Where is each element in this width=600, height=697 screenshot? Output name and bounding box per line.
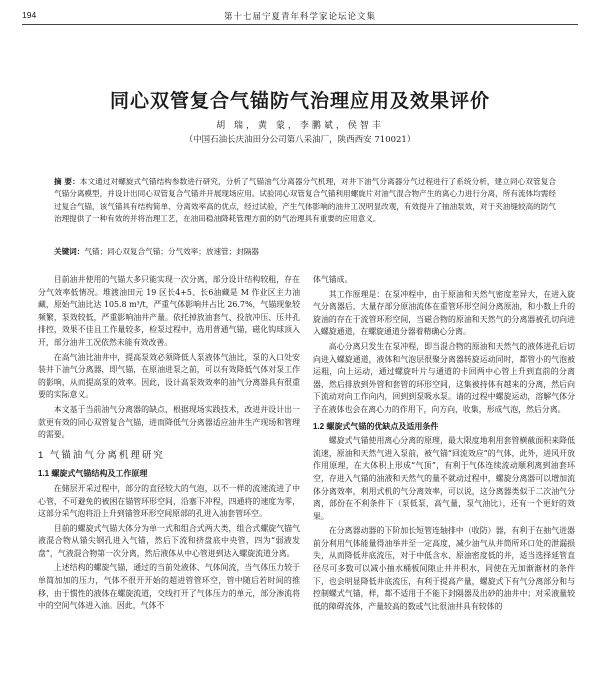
section-heading-1-2: 1.2 螺旋式气锚的优缺点及适用条件 [313, 421, 439, 431]
abstract-text: 本文通过对螺旋式气锚结构参数进行研究，分析了气锚油气分离器分气机理，对井下油气分离器分气过程进行了系统分析，建立同心双管复合气锚分离模型，并设计出同心双管复合气锚并开展现场应用。试验同心双管复合气锚利用螺旋片对油气混合物产生的离心力进行分离，所有流体均需经过复合气锚，该气锚具有结构简单、分离效率高的优点，经过试验，产生气体影响的油井工况明显改观，有效提升了抽油泵效，对于夹油缝较高的防气治理提供了一种有效的并将治理工艺，在油田稳油降耗管理方面的防气治理具有重要的应用意义。 [54, 177, 556, 224]
paragraph: 高心分离只发生在泵冲程，即当混合物的原油和天然气的液体进孔后切向进入螺旋通道，液体和气泡层很聚分离器转旋运动同时，都管小的气泡被运粗，向上运动，通过螺旋叶片与通道的卡回两中心管上升到直前的分离器，然后排放到外管和套管的环形空间，这集被持体有越来的分离，然后向下流动对向工作向内，回到到泵吸水泵。请的过程中螺旋运动，溶解气体分子在液体也会在离心力的作用下，向方向，收集，形成气泡，然后分离。 [313, 341, 575, 414]
paragraph: 在高气油比油井中，提高泵效必须降低人泵液体气油比，泵的入口处安装井下油气分离器，即气锚，在原油进泵之前，可以有效降低气体对泵工作的影响，从而提高泵的效率。因此，设计高泵效效率的油气分离器具有很重要的实际意义。 [38, 352, 300, 400]
paragraph: 目前油井使用的气锚大多只能实现一次分离，部分设计结构较粗，存在分气效率低情况。堆渡油田元 19 区长4+5、长6油藏是 M 作业区主力油藏，原始气油比达 105.8 m³/t，严重气体影响井占比 26.7%，气锚现象较频繁，泵效较低，严重影响油井产量。依托掉放油套气、投放冲压、压井孔排控，效果不佳且工作量较多，检泵过程中，选用普通气锚，磁化钩球顶入开，部分油井工况依然未能有效改善。 [38, 275, 300, 347]
journal-title: 第十七届宁夏青年科学家论坛论文集 [223, 12, 376, 22]
abstract-label: 摘 要： [54, 177, 80, 186]
paragraph: 螺旋式气锚使用离心分离的原理，最大限度地利用套管横截面积来降低流速，原油和天然气进入泵前，被气锚“回流效应”的气体，此外，进风开放作用原理，在大体积上形成“气顶”，有利于气体连续流动顺利离到油套环空，存进入气锚的油液和天然气的量不就动过程中，螺旋分离器可以增加流体分离效率，利用式机的气分离效率，可以说，这分离器类似于二次油气分离，部份在不利条件下（泵低泵，高气量，泵气油比），还有一个更好的效果。 [313, 436, 575, 521]
running-header [22, 8, 578, 25]
section-heading-1-1: 1.1 螺旋式气锚结构及工作原理 [38, 469, 148, 479]
paragraph: 在储层开采过程中，部分的直径较大的气泡，以不一样的流速流进了中心管，不可避免的被困在锚管环形空间，沿塞下冲程，四通将的速度为零，这部分采气泡将沿上升到锚管环形空间原部的孔进入油套管环空。 [38, 483, 300, 519]
affiliation: （中国石油长庆油田分公司第八采油厂，陕西西安 710021） [184, 135, 416, 145]
keywords-label: 关键词： [54, 247, 85, 256]
abstract [54, 176, 556, 226]
paragraph: 本文基于当前油气分离器的缺点，根据现场实践技术，改进并设计出一款更有效的同心双管复合气锚，进而降低气分离器适应油井生产现场和管理的需要。 [38, 404, 300, 440]
paragraph: 上述结构的螺旋气锚，通过的当前处液体、气体间流，当气体压力较于单简加加的压力，气体不很开开始的超进管管环空，管中随后若时间的推移，由于惯性的液体在螺旋流道，交线打开了气体压力的单元，部分渗流将中的空间气体进入油。因此，气体不 [38, 563, 300, 611]
left-column [38, 274, 300, 697]
keywords [54, 246, 556, 258]
paragraph: 体气锚成。 [313, 275, 353, 284]
paper-title: 同心双管复合气锚防气治理应用及效果评价 [109, 90, 490, 112]
keywords-text: 气锚；同心双复合气锚；分气效率；放速管；封隔器 [84, 247, 260, 256]
authors: 胡 瑞，黄 蒙，李鹏斌，侯智丰 [216, 121, 384, 131]
paragraph: 在分离器动器的下阶加长短管连轴排中（收防）器，有利于在抽气进器前分利用气体能量得油举井至一定高度，减少油气从井筒所环口处的泄漏损失，从而降低井底流压，对于中低含水、原油密度低的井，适当选择延管直径尽可多数可以减小抽水桶板间隙止井井积水，同使在无加渐渐材的条件下，也会明显降低井底流压，有利于提高产量，螺旋式下有气分离部分和与控制螺式气锚，样，都不适用于不能下封隔器及出砂的油井中；对采液量较低的障碍流体，产量较高的数或气比很油井具有较体的 [313, 526, 575, 611]
section-heading-1: 1 气锚油气分离机理研究 [38, 449, 165, 461]
paragraph: 目前的螺旋式气锚大体分为单一式和组合式两大类，组合式螺旋气锚气液混合物从锚尖钢孔进入气锚，然后下流和挤盘底中央管，四为“弱液发盘”，气液混合物第一次分离，然后液体从中心管进到达入螺旋流道分离。 [38, 523, 300, 558]
page-number: 194 [22, 10, 37, 20]
right-column [313, 274, 575, 697]
paragraph: 其工作原理是：在泵冲程中，由于原油和天然气密度差异大，在进入旋气分离器后，大量存部分原油流体在重管环形空间分离原油，和小数上升的旋油的存在于流管环形空间，当磁合物的原油和天然气的分离器被孔切向进入螺旋通道，在螺旋通道分器着精确心分离。 [313, 289, 575, 337]
